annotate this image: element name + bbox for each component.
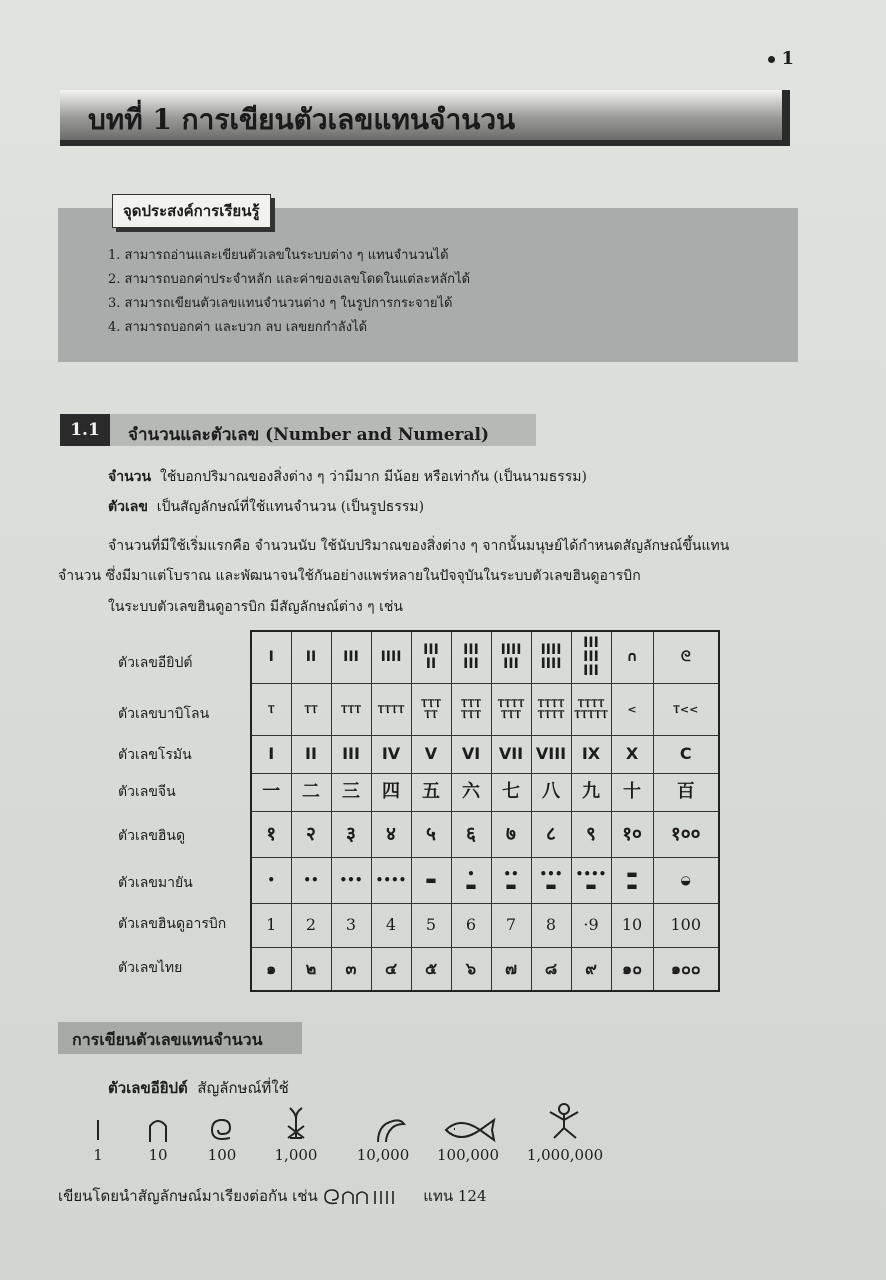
table-cell: ••• ▬ [531, 857, 571, 903]
symbol-value: 10,000 [356, 1146, 410, 1164]
table-cell: 6 [451, 903, 491, 947]
paragraph-intro-table: ในระบบตัวเลขฮินดูอารบิก มีสัญลักษณ์ต่าง ๆ เช่น [108, 599, 403, 615]
table-cell: ५ [411, 811, 451, 857]
row-label-hindu-arabic: ตัวเลขฮินดูอารบิก [118, 916, 227, 932]
tadpole-fish-symbol [440, 1114, 500, 1148]
table-cell: 100 [653, 903, 719, 947]
example-prefix: เขียนโดยนำสัญลักษณ์มาเรียงต่อกัน เช่น [58, 1187, 318, 1205]
table-row [251, 947, 719, 991]
table-cell: 五 [411, 773, 451, 811]
chapter-title-bar [60, 90, 790, 146]
table-cell: ๘ [531, 947, 571, 991]
table-cell: 8 [531, 903, 571, 947]
table-cell: < [611, 683, 653, 735]
table-cell: IIII III [491, 631, 531, 683]
table-cell: ▬ ▬ [611, 857, 653, 903]
table-cell: •••• [371, 857, 411, 903]
table-cell: ๕ [411, 947, 451, 991]
table-cell: VIII [531, 735, 571, 773]
table-cell: V [411, 735, 451, 773]
table-cell: I [251, 631, 291, 683]
example-suffix: แทน 124 [423, 1187, 487, 1205]
table-cell: ๒ [291, 947, 331, 991]
table-cell: ∩ [611, 631, 653, 683]
table-cell: 六 [451, 773, 491, 811]
table-cell: ๑๐๐ [653, 947, 719, 991]
table-cell: ๙ [571, 947, 611, 991]
symbol-value: 100 [207, 1146, 237, 1164]
row-label-egyptian: ตัวเลขอียิปต์ [118, 655, 193, 671]
table-row [251, 857, 719, 903]
definition-numeral-text: เป็นสัญลักษณ์ที่ใช้แทนจำนวน (เป็นรูปธรรม) [156, 499, 425, 515]
table-cell: २ [291, 811, 331, 857]
table-cell: ••• [331, 857, 371, 903]
table-cell: ⲦⲦⲦ ⲦⲦ [411, 683, 451, 735]
page-number: 1 [768, 48, 794, 69]
table-row [251, 903, 719, 947]
table-cell: ·9 [571, 903, 611, 947]
chapter-title: บทที่ 1 การเขียนตัวเลขแทนจำนวน [88, 103, 516, 136]
term-number: จำนวน [108, 469, 152, 485]
table-cell: ๔ [371, 947, 411, 991]
table-cell: IIII IIII [531, 631, 571, 683]
table-cell: •• [291, 857, 331, 903]
table-cell: IX [571, 735, 611, 773]
table-cell: III III III [571, 631, 611, 683]
table-cell: ⲦⲦⲦⲦ ⲦⲦⲦⲦ [531, 683, 571, 735]
table-row [251, 631, 719, 683]
table-cell: ▬ [411, 857, 451, 903]
subsection-title: การเขียนตัวเลขแทนจำนวน [72, 1030, 263, 1049]
coil-rope-symbol [192, 1114, 252, 1148]
table-cell: ᘓ [653, 631, 719, 683]
table-cell: C [653, 735, 719, 773]
term-numeral: ตัวเลข [108, 499, 148, 515]
table-cell: 一 [251, 773, 291, 811]
symbol-value: 1,000 [274, 1146, 318, 1164]
table-cell: ⲦⲦ [291, 683, 331, 735]
table-cell: ⲦⲦⲦⲦ [371, 683, 411, 735]
example-line [58, 1184, 487, 1208]
table-cell: 二 [291, 773, 331, 811]
table-cell: १ [251, 811, 291, 857]
table-cell: 九 [571, 773, 611, 811]
table-cell: X [611, 735, 653, 773]
symbol-value: 1 [93, 1146, 103, 1164]
table-cell: ๑ [251, 947, 291, 991]
table-cell: ⲦⲦⲦⲦ ⲦⲦⲦ [491, 683, 531, 735]
numeral-systems-table [250, 630, 720, 992]
table-cell: ७ [491, 811, 531, 857]
section-title: จำนวนและตัวเลข (Number and Numeral) [128, 425, 490, 445]
objective-item: 2. สามารถบอกค่าประจำหลัก และค่าของเลขโดดในแต่ละหลักได้ [108, 272, 471, 287]
table-cell: II [291, 631, 331, 683]
paragraph-line: จำนวน ซึ่งมีมาแต่โบราณ และพัฒนาจนใช้กันอย่างแพร่หลายในปัจจุบันในระบบตัวเลขฮินดูอารบิก [58, 568, 641, 584]
table-cell: • ▬ [451, 857, 491, 903]
egyptian-intro-text: สัญลักษณ์ที่ใช้ [197, 1079, 289, 1097]
table-cell: IIII [371, 631, 411, 683]
section-number: 1.1 [60, 414, 110, 446]
lotus-flower-symbol [266, 1114, 326, 1144]
heel-bone-symbol [128, 1114, 188, 1148]
row-label-chinese: ตัวเลขจีน [118, 784, 176, 800]
table-cell: 7 [491, 903, 531, 947]
table-cell: Ⲧ [251, 683, 291, 735]
table-cell: १०० [653, 811, 719, 857]
stroke-symbol [68, 1114, 128, 1148]
table-row [251, 735, 719, 773]
table-cell: ४ [371, 811, 411, 857]
table-row [251, 773, 719, 811]
table-cell: • [251, 857, 291, 903]
definition-number-text: ใช้บอกปริมาณของสิ่งต่าง ๆ ว่ามีมาก มีน้อย หรือเท่ากัน (เป็นนามธรรม) [159, 469, 587, 485]
table-cell: ६ [451, 811, 491, 857]
kneeling-man-symbol [534, 1114, 594, 1146]
table-cell: •••• ▬ [571, 857, 611, 903]
table-cell: 七 [491, 773, 531, 811]
table-cell: 4 [371, 903, 411, 947]
table-cell: 十 [611, 773, 653, 811]
row-label-roman: ตัวเลขโรมัน [118, 747, 192, 763]
table-cell: ⲦⲦⲦⲦ ⲦⲦⲦⲦⲦ [571, 683, 611, 735]
symbol-value: 10 [148, 1146, 168, 1164]
row-label-thai: ตัวเลขไทย [118, 960, 183, 976]
definition-numeral [108, 496, 424, 518]
table-cell: III II [411, 631, 451, 683]
table-cell: III [331, 631, 371, 683]
table-cell: VII [491, 735, 531, 773]
table-cell: ◒ [653, 857, 719, 903]
table-cell: 5 [411, 903, 451, 947]
table-cell: VI [451, 735, 491, 773]
table-cell: III [331, 735, 371, 773]
example-124-hieroglyphs [323, 1187, 419, 1207]
table-cell: 10 [611, 903, 653, 947]
table-cell: IV [371, 735, 411, 773]
symbol-value: 1,000,000 [526, 1146, 604, 1164]
table-cell: १० [611, 811, 653, 857]
table-cell: ३ [331, 811, 371, 857]
table-cell: 四 [371, 773, 411, 811]
objective-item: 4. สามารถบอกค่า และบวก ลบ เลขยกกำลังได้ [108, 320, 368, 335]
paragraph-line: จำนวนที่มีใช้เริ่มแรกคือ จำนวนนับ ใช้นับปริมาณของสิ่งต่าง ๆ จากนั้นมนุษย์ได้กำหนดสัญลักษณ์ขึ้นแทน [108, 538, 730, 554]
table-cell: ⲦⲦⲦ [331, 683, 371, 735]
objective-item: 3. สามารถเขียนตัวเลขแทนจำนวนต่าง ๆ ในรูปการกระจายได้ [108, 296, 453, 311]
table-cell: III III [451, 631, 491, 683]
row-label-babylonian: ตัวเลขบาบิโลน [118, 706, 210, 722]
table-cell: 百 [653, 773, 719, 811]
table-cell: ⲦⲦⲦ ⲦⲦⲦ [451, 683, 491, 735]
table-cell: ๗ [491, 947, 531, 991]
bullet-dot [768, 56, 775, 63]
table-cell: II [291, 735, 331, 773]
table-cell: 2 [291, 903, 331, 947]
table-cell: I [251, 735, 291, 773]
table-cell: 3 [331, 903, 371, 947]
table-cell: ๑๐ [611, 947, 653, 991]
table-cell: ๓ [331, 947, 371, 991]
objectives-list [108, 244, 470, 340]
table-row [251, 811, 719, 857]
table-cell: Ⲧ<< [653, 683, 719, 735]
table-cell: 八 [531, 773, 571, 811]
table-cell: ๖ [451, 947, 491, 991]
table-cell: 1 [251, 903, 291, 947]
egyptian-term: ตัวเลขอียิปต์ [108, 1079, 188, 1097]
objectives-label: จุดประสงค์การเรียนรู้ [112, 194, 271, 228]
table-cell: •• ▬ [491, 857, 531, 903]
finger-symbol [360, 1114, 420, 1148]
symbol-value: 100,000 [436, 1146, 500, 1164]
definition-number [108, 466, 587, 488]
table-cell: ८ [531, 811, 571, 857]
row-label-mayan: ตัวเลขมายัน [118, 875, 193, 891]
table-cell: ९ [571, 811, 611, 857]
row-label-hindu: ตัวเลขฮินดู [118, 828, 186, 844]
table-row [251, 683, 719, 735]
table-cell: 三 [331, 773, 371, 811]
objective-item: 1. สามารถอ่านและเขียนตัวเลขในระบบต่าง ๆ แทนจำนวนได้ [108, 248, 449, 263]
egyptian-symbols-intro [108, 1076, 289, 1100]
